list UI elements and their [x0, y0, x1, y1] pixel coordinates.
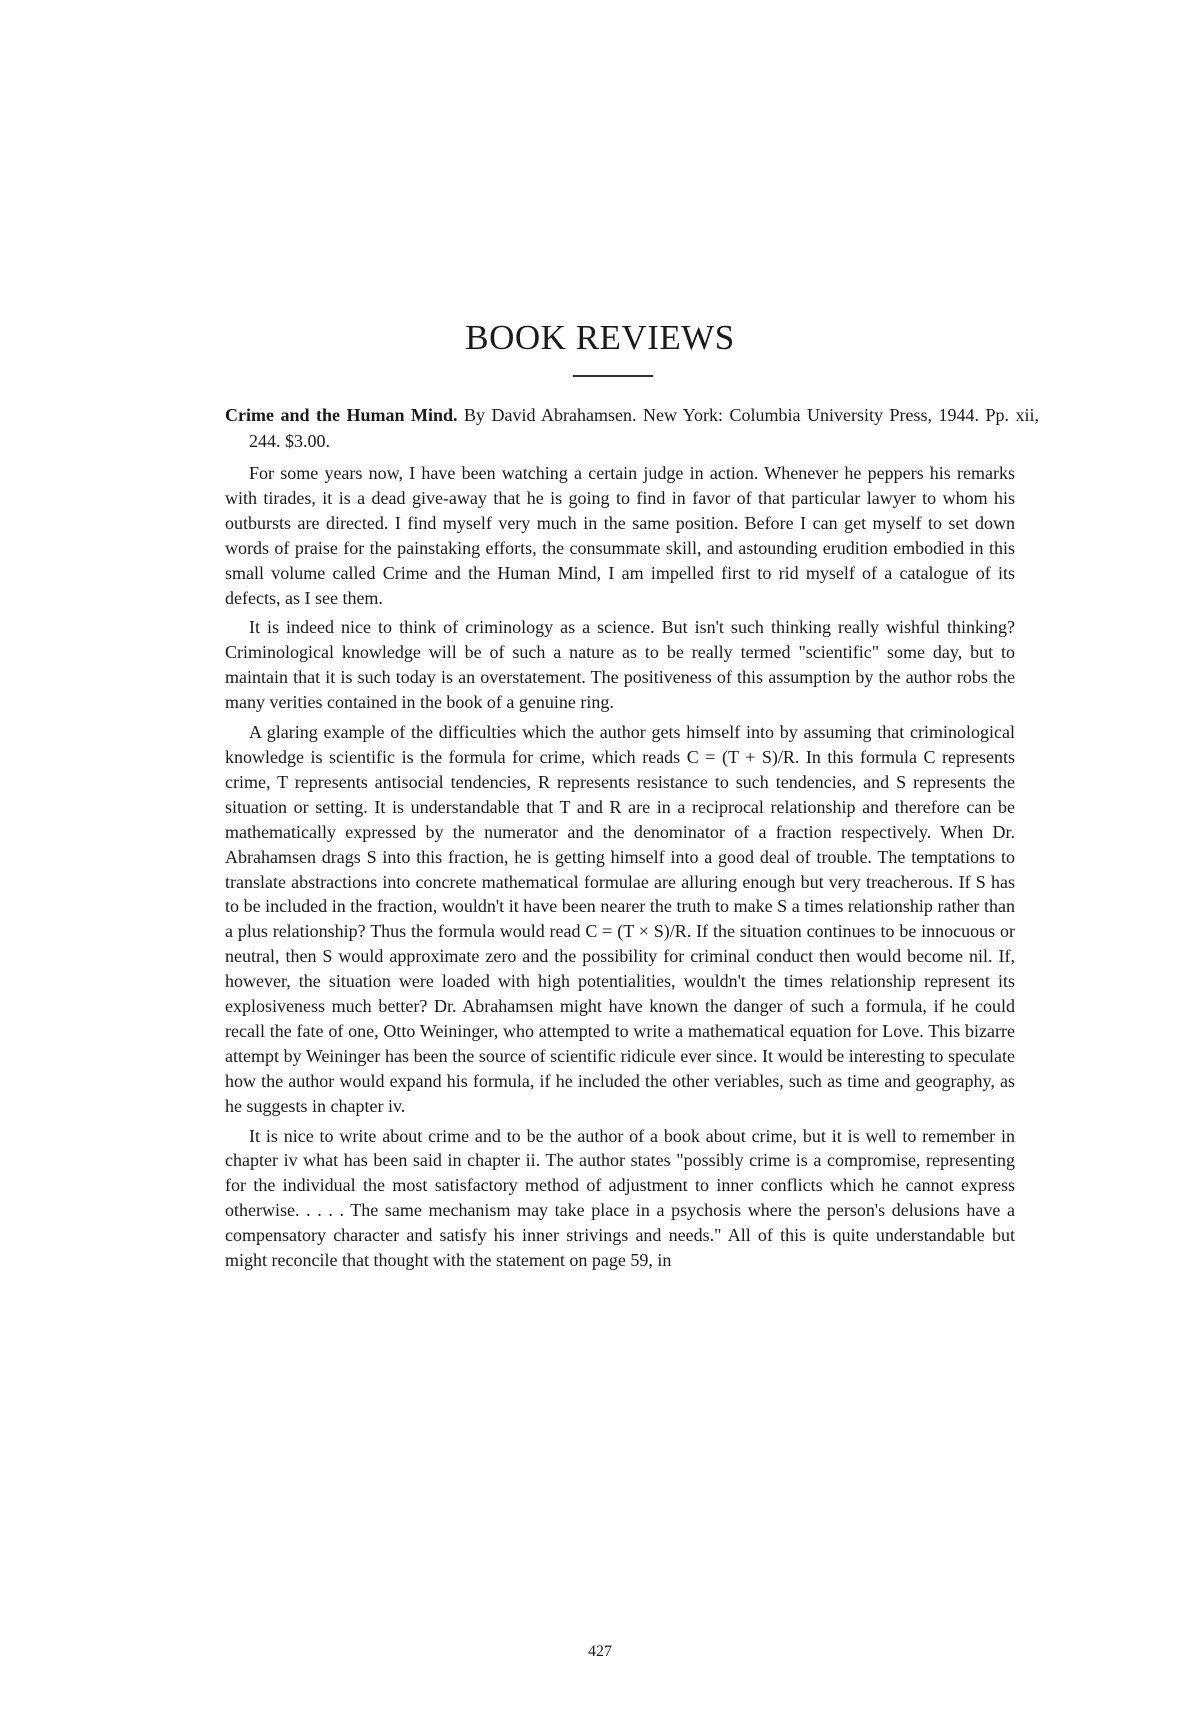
review-paragraph-4: It is nice to write about crime and to be the author of a book about crime, but it is well to remember in chapter iv what has been said in chapter ii. The author states "possibly crime is a compromise, representing for the individual the most satisfactory method of adjustment to inner conflicts which he cannot express otherwise. . . . . The same mechanism may take place in a psychosis where the person's delusions have a compensatory character and satisfy his inner strivings and needs." All of this is quite understandable but might reconcile that thought with the statement on page 59, in	[225, 1125, 1015, 1271]
review-paragraph-1: For some years now, I have been watching a certain judge in action. Whenever he peppers his remarks with tirades, it is a dead give-away that he is going to find in favor of that particular lawyer to whom his outbursts are directed. I find myself very much in the same position. Before I can get myself to set down words of praise for the painstaking efforts, the consummate skill, and astounding erudition embodied in this small volume called Crime and the Human Mind, I am impelled first to rid myself of a catalogue of its defects, as I see them.	[225, 463, 1015, 608]
review-paragraph-3: A glaring example of the difficulties which the author gets himself into by assuming that criminological knowledge is scientific is the formula for crime, which reads C = (T + S)/R. In this formula C represents crime, T represents antisocial tendencies, R represents resistance to such tendencies, and S represents the situation or setting. It is understandable that T and R are in a reciprocal relationship and therefore can be mathematically expressed by the numerator and the denominator of a fraction respectively. When Dr. Abrahamsen drags S into this fraction, he is getting himself into a good deal of trouble. The temptations to translate abstractions into concrete mathematical formulae are alluring enough but very treacherous. If S has to be included in the fraction, wouldn't it have been nearer the truth to make S a times relationship rather than a plus relationship? Thus the formula would read C = (T × S)/R. If the situation continues to be innocuous or neutral, then S would approximate zero and the possibility for criminal conduct then would become nil. If, however, the situation were loaded with high potentialities, wouldn't the times relationship represent its explosiveness much better? Dr. Abrahamsen might have known the danger of such a formula, if he could recall the fate of one, Otto Weininger, who attempted to write a mathematical equation for Love. This bizarre attempt by Weininger has been the source of scientific ridicule ever since. It would be interesting to speculate how the author would expand his formula, if he included the other veriables, such as time and geography, as he suggests in chapter iv.	[225, 722, 1015, 1116]
title-rule	[573, 375, 653, 377]
citation-book-title: Crime and the Human Mind.	[225, 405, 458, 425]
review-body	[225, 461, 1015, 1278]
book-citation	[225, 402, 1039, 454]
page-title: BOOK REVIEWS	[465, 318, 735, 357]
page-number: 427	[588, 1643, 612, 1660]
review-paragraph-2: It is indeed nice to think of criminology as a science. But isn't such thinking really wishful thinking? Criminological knowledge will be of such a nature as to be really termed "scientific" some day, but to maintain that it is such today is an overstatement. The positiveness of this assumption by the author robs the many verities contained in the book of a genuine ring.	[225, 617, 1015, 713]
citation-details: By David Abrahamsen. New York: Columbia University Press, 1944. Pp. xii, 244. $3.00.	[249, 405, 1039, 451]
